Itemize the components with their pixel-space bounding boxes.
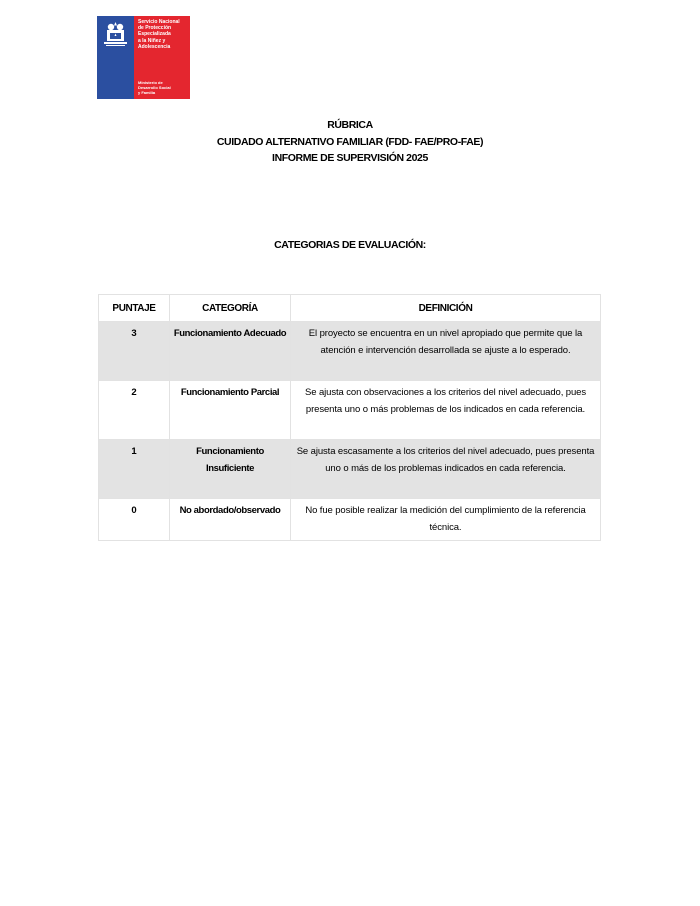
logo-service-name (138, 19, 188, 50)
logo-ministry-name (138, 80, 188, 95)
category-column-header: CATEGORÍA (170, 295, 291, 322)
coat-of-arms-icon (101, 20, 130, 48)
category-cell: Funcionamiento Insuficiente (170, 440, 291, 499)
logo-text-line: Desarrollo Social (138, 85, 171, 90)
score-cell: 3 (99, 322, 170, 381)
logo-text-line: y Familia (138, 90, 156, 95)
institution-logo (97, 16, 190, 99)
score-cell: 1 (99, 440, 170, 499)
logo-blue-band (97, 16, 134, 99)
document-title (0, 117, 700, 167)
logo-text-line: Adolescencia (138, 43, 171, 50)
table-row (99, 322, 601, 381)
title-line-program: CUIDADO ALTERNATIVO FAMILIAR (FDD- FAE/PRO-FAE) (216, 135, 484, 148)
evaluation-rubric-table (98, 294, 601, 541)
definition-cell: El proyecto se encuentra en un nivel apropiado que permite que la atención e intervención desarrollada se ajuste a lo esperado. (291, 322, 601, 381)
logo-text-line: Servicio Nacional (138, 19, 180, 25)
category-cell: Funcionamiento Parcial (170, 381, 291, 440)
title-line-report: INFORME DE SUPERVISIÓN 2025 (272, 152, 428, 164)
score-cell: 0 (99, 499, 170, 541)
table-header-row (99, 295, 601, 322)
logo-text-line: Especializada (138, 31, 171, 38)
logo-text-line: de Protección (138, 25, 172, 32)
definition-cell: No fue posible realizar la medición del cumplimiento de la referencia técnica. (291, 499, 601, 541)
score-cell: 2 (99, 381, 170, 440)
logo-text-line: Ministerio de (138, 80, 163, 85)
definition-cell: Se ajusta con observaciones a los criterios del nivel adecuado, pues presenta uno o más problemas de los indicados en cada referencia. (291, 381, 601, 440)
category-cell: No abordado/observado (170, 499, 291, 541)
logo-text-line: a la Niñez y (138, 37, 166, 44)
definition-column-header: DEFINICIÓN (291, 295, 601, 322)
evaluation-categories-heading: CATEGORIAS DE EVALUACIÓN: (274, 239, 426, 251)
score-column-header: PUNTAJE (99, 295, 170, 322)
definition-cell: Se ajusta escasamente a los criterios del nivel adecuado, pues presenta uno o más de los problemas indicados en cada referencia. (291, 440, 601, 499)
table-row (99, 499, 601, 541)
table-row (99, 440, 601, 499)
category-cell: Funcionamiento Adecuado (170, 322, 291, 381)
title-line-rubric: RÚBRICA (327, 119, 373, 131)
table-row (99, 381, 601, 440)
